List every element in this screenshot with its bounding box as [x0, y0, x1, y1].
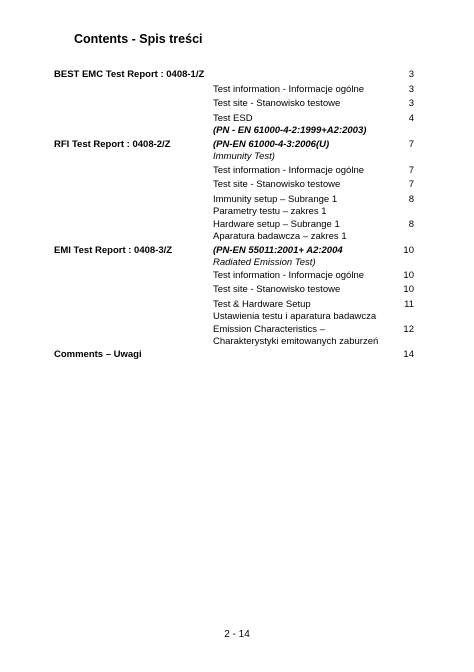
toc-page-number: 12 [403, 324, 414, 335]
toc-entry-text: Test site - Stanowisko testowe [213, 179, 341, 190]
toc-entry [213, 270, 364, 282]
toc-entry-text: Test information - Informacje ogólne [213, 84, 365, 95]
toc-entry-text: Ustawienia testu i aparatura badawcza [213, 310, 377, 322]
toc-entry-text: Aparatura badawcza – zakres 1 [213, 230, 347, 242]
toc-entry-standard: (PN-EN 61000-4-3:2006(U) [213, 139, 330, 150]
toc-entry-standard: (PN-EN 55011:2001+ A2:2004 [213, 245, 343, 256]
toc-page-number: 11 [404, 299, 414, 310]
toc-entry [213, 98, 340, 110]
toc-page-number: 14 [403, 349, 414, 360]
toc-page-number: 8 [408, 194, 414, 205]
toc-entry-text: Test information - Informacje ogólne [213, 165, 365, 176]
toc-entry-text: Charakterystyki emitowanych zaburzeń [213, 335, 379, 347]
toc-entry [213, 219, 347, 242]
toc-section-best-emc: BEST EMC Test Report : 0408-1/Z [54, 69, 205, 80]
toc-entry-text: Test information - Informacje ogólne [213, 270, 365, 281]
toc-entry-text: Immunity setup – Subrange 1 [213, 194, 338, 205]
toc-page-number: 3 [408, 84, 414, 95]
toc-page-number: 4 [408, 113, 414, 124]
toc-entry [213, 284, 340, 296]
toc-entry [213, 324, 378, 347]
toc-entry [213, 165, 364, 177]
toc-entry-text: Parametry testu – zakres 1 [213, 205, 327, 217]
toc-entry-standard: (PN - EN 61000-4-2:1999+A2:2003) [213, 124, 367, 136]
toc-page-number: 3 [408, 98, 414, 109]
toc-entry [213, 179, 340, 191]
toc-entry-text: Hardware setup – Subrange 1 [213, 219, 340, 230]
toc-page-number: 10 [403, 270, 414, 281]
toc-page-number: 7 [408, 165, 414, 176]
toc-entry-text: Test site - Stanowisko testowe [213, 98, 341, 109]
toc-entry-text: Test ESD [213, 113, 253, 124]
toc-section-rfi: RFI Test Report : 0408-2/Z [54, 139, 171, 150]
toc-entry-text: Test site - Stanowisko testowe [213, 284, 341, 295]
toc-page-number: 10 [403, 245, 414, 256]
toc-entry [213, 84, 364, 96]
toc-page-number: 7 [408, 139, 414, 150]
page-footer-number: 2 - 14 [224, 629, 250, 640]
toc-entry [213, 245, 343, 268]
toc-entry-text: Test & Hardware Setup [213, 299, 311, 310]
toc-entry [213, 194, 337, 217]
toc-section-emi: EMI Test Report : 0408-3/Z [54, 245, 173, 256]
toc-entry [213, 299, 376, 322]
toc-entry-text: Radiated Emission Test) [213, 256, 316, 268]
toc-entry-text: Emission Characteristics – [213, 324, 325, 335]
toc-page-number: 8 [408, 219, 414, 230]
toc-page-number: 10 [403, 284, 414, 295]
toc-entry-text: Immunity Test) [213, 150, 275, 162]
toc-entry [213, 113, 366, 136]
toc-entry [213, 139, 329, 162]
toc-section-comments: Comments – Uwagi [54, 349, 142, 360]
toc-page-number: 7 [408, 179, 414, 190]
toc-page-number: 3 [408, 69, 414, 80]
page-title: Contents - Spis treści [74, 32, 203, 46]
